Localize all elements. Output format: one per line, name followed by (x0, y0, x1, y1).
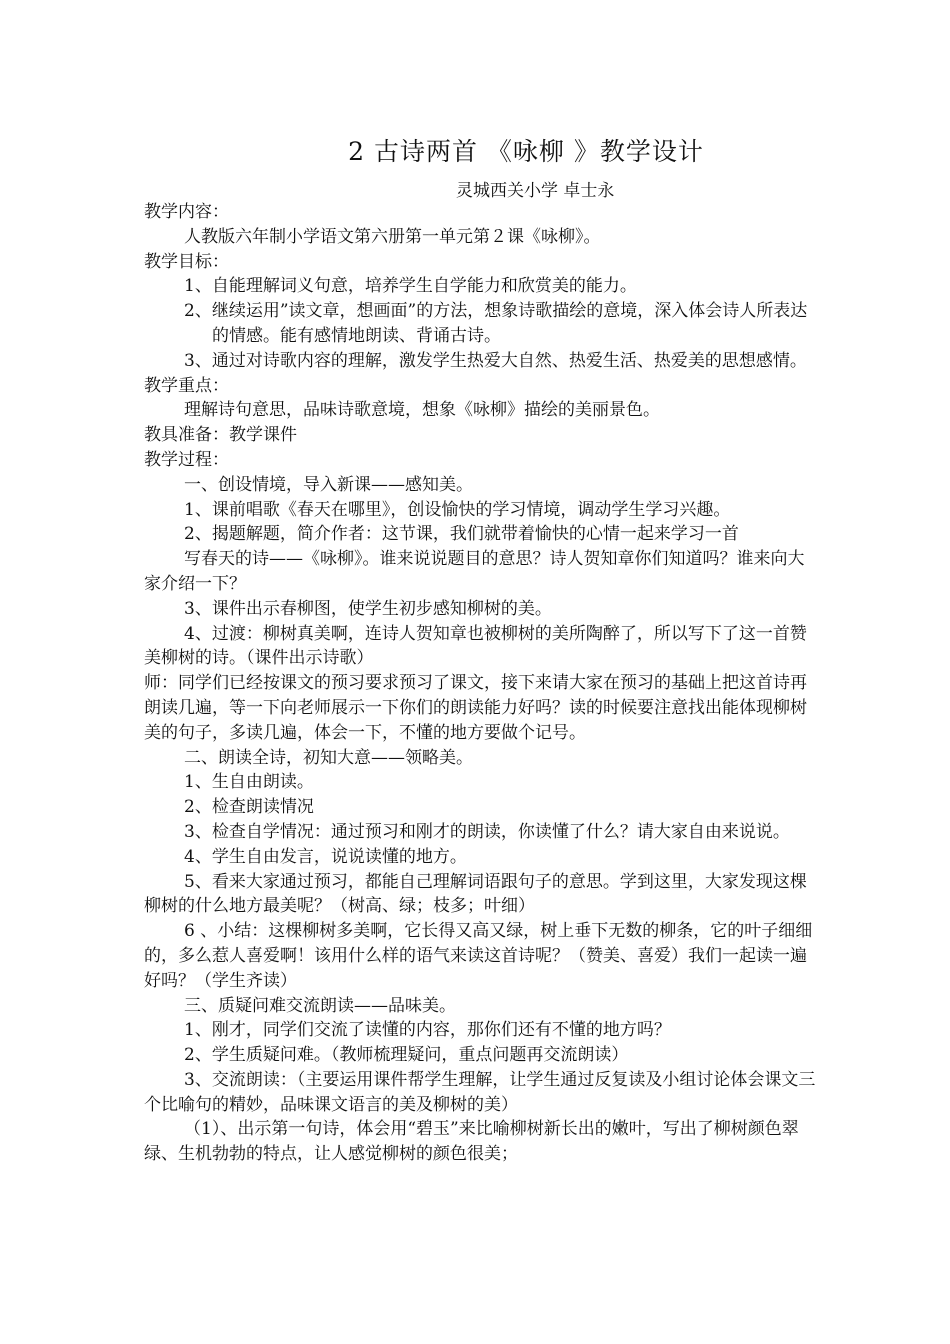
paragraph: 写春天的诗——《咏柳》。谁来说说题目的意思？诗人贺知章你们知道吗？谁来向大家介绍一下？ (144, 549, 805, 594)
section-heading: 教学过程： (144, 449, 229, 470)
paragraph: 1、生自由朗读。 (184, 772, 314, 793)
section-heading: 教学内容： (144, 202, 229, 222)
paragraph: 3、检查自学情况：通过预习和刚才的朗读，你读懂了什么？请大家自由来说说。 (184, 821, 790, 842)
section-heading: 教具准备：教学课件 (144, 425, 297, 446)
paragraph: 2、揭题解题，简介作者：这节课，我们就带着愉快的心情一起来学习一首 (184, 524, 739, 545)
paragraph: 3、交流朗读：（主要运用课件帮学生理解，让学生通过反复读及小组讨论体会课文三个比喻句的精妙，品味课文语言的美及柳树的美） (144, 1069, 816, 1115)
paragraph: 人教版六年制小学语文第六册第一单元第２课《咏柳》。 (184, 226, 601, 247)
subsection-heading: 三、质疑问难交流朗读——品味美。 (184, 995, 456, 1016)
paragraph: 2、检查朗读情况 (184, 797, 314, 818)
author-line: 灵城西关小学 卓士永 (456, 181, 615, 201)
list-item: 2、继续运用”读文章，想画面”的方法，想象诗歌描绘的意境，深入体会诗人所表达的情感。能有感情地朗读、背诵古诗。 (184, 301, 808, 346)
document-body (144, 200, 816, 1167)
subsection-heading: 二、朗读全诗，初知大意——领略美。 (184, 747, 473, 768)
paragraph: 6 、小结：这棵柳树多美啊，它长得又高又绿，树上垂下无数的柳条，它的叶子细细的，多么惹人喜爱啊！该用什么样的语气来读这首诗呢？（赞美、喜爱）我们一起读一遍好吗？（学生齐读） (144, 921, 813, 991)
section-heading: 教学重点： (144, 375, 229, 396)
list-item: 1、自能理解词义句意，培养学生自学能力和欣赏美的能力。 (184, 276, 637, 297)
paragraph: 理解诗句意思，品味诗歌意境，想象《咏柳》描绘的美丽景色。 (184, 400, 660, 421)
section-heading: 教学目标： (144, 251, 229, 272)
paragraph: 2、学生质疑问难。（教师梳理疑问，重点问题再交流朗读） (184, 1045, 629, 1066)
paragraph: 3、课件出示春柳图，使学生初步感知柳树的美。 (184, 598, 552, 619)
paragraph: 4、学生自由发言，说说读懂的地方。 (184, 846, 467, 867)
paragraph: 1、刚才，同学们交流了读懂的内容，那你们还有不懂的地方吗？ (184, 1020, 671, 1041)
paragraph: 4、过渡：柳树真美啊，连诗人贺知章也被柳树的美所陶醉了，所以写下了这一首赞美柳树的诗。（课件出示诗歌） (144, 623, 807, 669)
paragraph: 5、看来大家通过预习，都能自己理解词语跟句子的意思。学到这里，大家发现这棵柳树的什么地方最美呢？（树高、绿；枝多；叶细） (144, 871, 807, 917)
paragraph: 1、课前唱歌《春天在哪里》，创设愉快的学习情境，调动学生学习兴趣。 (184, 499, 731, 520)
paragraph: （1）、出示第一句诗，体会用“碧玉”来比喻柳树新长出的嫩叶，写出了柳树颜色翠绿、生机勃勃的特点，让人感觉柳树的颜色很美； (144, 1119, 799, 1165)
subsection-heading: 一、创设情境，导入新课——感知美。 (184, 474, 473, 495)
document-title: 2 古诗两首 《咏柳 》教学设计 (348, 137, 704, 166)
list-item: 3、通过对诗歌内容的理解，激发学生热爱大自然、热爱生活、热爱美的思想感情。 (184, 350, 807, 371)
paragraph: 师：同学们已经按课文的预习要求预习了课文，接下来请大家在预习的基础上把这首诗再朗读几遍，等一下向老师展示一下你们的朗读能力好吗？读的时候要注意找出能体现柳树美的句子，多读几遍，体会一下，不懂的地方要做个记号。 (144, 673, 807, 743)
